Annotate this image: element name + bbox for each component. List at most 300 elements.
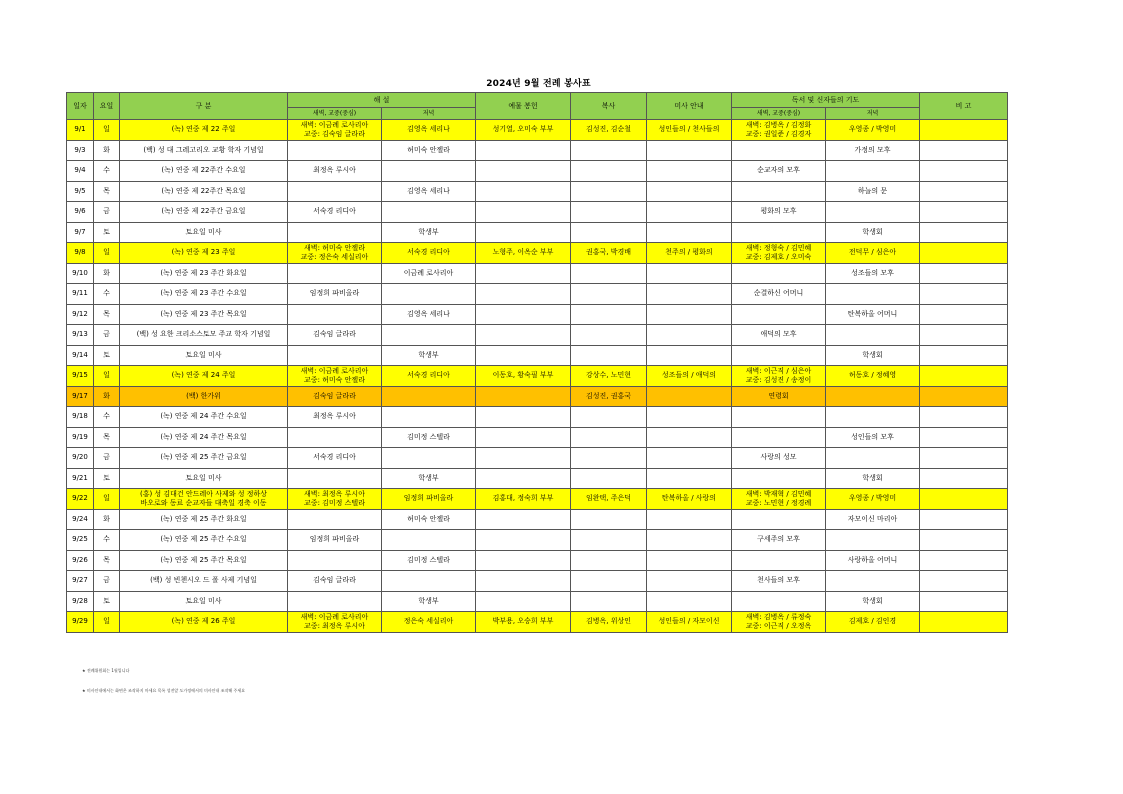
offertory-cell-line: 김홍대, 정숙희 부부 bbox=[492, 494, 554, 503]
reading-dawn-cell bbox=[732, 263, 826, 284]
table-row bbox=[67, 284, 1008, 305]
reading-dawn-cell-line: 평화의 모후 bbox=[760, 207, 797, 216]
commentary-evening-cell bbox=[382, 222, 476, 243]
commentary-dawn-cell bbox=[288, 509, 382, 530]
commentary-dawn-cell-line: 교중: 최정옥 루시아 bbox=[304, 621, 365, 630]
date-cell: 9/24 bbox=[67, 509, 94, 530]
offertory-cell bbox=[476, 530, 571, 551]
date-cell: 9/28 bbox=[67, 591, 94, 612]
commentary-dawn-cell-line: 새벽: 최정옥 루시아 bbox=[304, 489, 365, 498]
offertory-cell bbox=[476, 120, 571, 141]
date-cell: 9/25 bbox=[67, 530, 94, 551]
date-cell: 9/20 bbox=[67, 448, 94, 469]
reading-evening-cell bbox=[826, 140, 920, 161]
usher-cell bbox=[647, 468, 732, 489]
server-cell bbox=[571, 161, 647, 182]
reading-dawn-cell bbox=[732, 325, 826, 346]
commentary-evening-cell-line: 김미정 스텔라 bbox=[407, 555, 450, 564]
reading-evening-cell bbox=[826, 550, 920, 571]
commentary-evening-cell bbox=[382, 120, 476, 141]
commentary-evening-cell bbox=[382, 612, 476, 633]
weekday-cell: 목 bbox=[94, 550, 120, 571]
date-cell: 9/22 bbox=[67, 489, 94, 510]
weekday-cell: 일 bbox=[94, 489, 120, 510]
server-cell bbox=[571, 284, 647, 305]
offertory-cell bbox=[476, 448, 571, 469]
category-cell-line: (녹) 연중 제 24 주간 수요일 bbox=[160, 412, 247, 421]
weekday-cell: 토 bbox=[94, 591, 120, 612]
server-cell bbox=[571, 468, 647, 489]
date-cell: 9/1 bbox=[67, 120, 94, 141]
category-cell bbox=[120, 222, 288, 243]
weekday-cell: 화 bbox=[94, 509, 120, 530]
offertory-cell-line: 성기열, 오미숙 부부 bbox=[492, 125, 554, 134]
usher-cell-line: 탄복하올 / 사랑의 bbox=[661, 494, 717, 503]
commentary-dawn-cell bbox=[288, 489, 382, 510]
reading-dawn-cell bbox=[732, 304, 826, 325]
weekday-cell: 금 bbox=[94, 448, 120, 469]
usher-cell bbox=[647, 222, 732, 243]
category-cell bbox=[120, 202, 288, 223]
reading-dawn-cell bbox=[732, 468, 826, 489]
header-commentary-evening: 저녁 bbox=[382, 108, 476, 120]
usher-cell bbox=[647, 366, 732, 387]
commentary-dawn-cell bbox=[288, 468, 382, 489]
server-cell bbox=[571, 386, 647, 407]
usher-cell bbox=[647, 448, 732, 469]
header-commentary: 해 설 bbox=[288, 93, 476, 108]
reading-dawn-cell-line: 사랑의 성모 bbox=[760, 453, 797, 462]
commentary-evening-cell-line: 이금례 로사리아 bbox=[403, 268, 454, 277]
commentary-evening-cell-line: 학생부 bbox=[418, 227, 439, 236]
server-cell bbox=[571, 612, 647, 633]
header-offertory: 예물 봉헌 bbox=[476, 93, 571, 120]
weekday-cell: 수 bbox=[94, 530, 120, 551]
commentary-evening-cell bbox=[382, 243, 476, 264]
remarks-cell bbox=[920, 202, 1008, 223]
remarks-cell bbox=[920, 284, 1008, 305]
reading-dawn-cell bbox=[732, 222, 826, 243]
remarks-cell bbox=[920, 509, 1008, 530]
footnote-2: ★ 미사안내에서는 화면은 조작하지 마세요 목록 성전앞 도가정에서의 미사안내 조작해 주세요 bbox=[82, 688, 246, 693]
commentary-dawn-cell-line: 교중: 허미숙 안젤라 bbox=[304, 375, 365, 384]
reading-dawn-cell-line: 순결하신 어머니 bbox=[753, 289, 804, 298]
reading-evening-cell bbox=[826, 468, 920, 489]
usher-cell bbox=[647, 181, 732, 202]
table-row bbox=[67, 243, 1008, 264]
category-cell-line: (녹) 연중 제 22 주일 bbox=[171, 125, 236, 134]
server-cell-line: 임완택, 주은덕 bbox=[585, 494, 632, 503]
commentary-dawn-cell bbox=[288, 427, 382, 448]
category-cell-line: (녹) 연중 제 25 주간 화요일 bbox=[160, 514, 247, 523]
offertory-cell bbox=[476, 591, 571, 612]
offertory-cell-line: 노형주, 이옥순 부부 bbox=[492, 248, 554, 257]
table-row bbox=[67, 120, 1008, 141]
server-cell-line: 권홍국, 박경배 bbox=[585, 248, 632, 257]
reading-evening-cell-line: 학생회 bbox=[862, 473, 883, 482]
commentary-dawn-cell-line: 새벽: 이금례 로사리아 bbox=[300, 612, 369, 621]
usher-cell bbox=[647, 427, 732, 448]
server-cell-line: 김성진, 김순철 bbox=[585, 125, 632, 134]
reading-evening-cell bbox=[826, 448, 920, 469]
category-cell bbox=[120, 140, 288, 161]
reading-dawn-cell-line: 순교자의 모후 bbox=[757, 166, 800, 175]
header-commentary-dawn: 새벽, 교중(중심) bbox=[288, 108, 382, 120]
commentary-dawn-cell bbox=[288, 386, 382, 407]
category-cell bbox=[120, 427, 288, 448]
category-cell bbox=[120, 284, 288, 305]
commentary-dawn-cell bbox=[288, 591, 382, 612]
reading-dawn-cell bbox=[732, 591, 826, 612]
reading-evening-cell bbox=[826, 325, 920, 346]
category-cell bbox=[120, 345, 288, 366]
header-reading: 독서 및 신자들의 기도 bbox=[732, 93, 920, 108]
usher-cell bbox=[647, 202, 732, 223]
commentary-evening-cell bbox=[382, 530, 476, 551]
server-cell-line: 김성진, 권홍국 bbox=[585, 391, 632, 400]
offertory-cell bbox=[476, 243, 571, 264]
remarks-cell bbox=[920, 304, 1008, 325]
header-remarks: 비 고 bbox=[920, 93, 1008, 120]
category-cell-line: (녹) 연중 제 24 주간 목요일 bbox=[160, 432, 247, 441]
category-cell bbox=[120, 181, 288, 202]
usher-cell bbox=[647, 489, 732, 510]
category-cell bbox=[120, 591, 288, 612]
commentary-evening-cell-line: 서숙경 리디아 bbox=[407, 248, 450, 257]
offertory-cell bbox=[476, 427, 571, 448]
offertory-cell bbox=[476, 612, 571, 633]
usher-cell-line: 천주의 / 평화의 bbox=[665, 248, 713, 257]
liturgy-schedule-table bbox=[66, 92, 1008, 633]
offertory-cell bbox=[476, 284, 571, 305]
reading-dawn-cell bbox=[732, 550, 826, 571]
commentary-evening-cell bbox=[382, 304, 476, 325]
category-cell-line: (백) 성 요한 크리소스토모 주교 학자 기념일 bbox=[136, 330, 271, 339]
commentary-dawn-cell bbox=[288, 202, 382, 223]
date-cell: 9/27 bbox=[67, 571, 94, 592]
reading-dawn-cell bbox=[732, 448, 826, 469]
weekday-cell: 수 bbox=[94, 284, 120, 305]
reading-dawn-cell-line: 애덕의 모후 bbox=[760, 330, 797, 339]
commentary-evening-cell-line: 김영옥 세리나 bbox=[407, 125, 450, 134]
category-cell bbox=[120, 120, 288, 141]
commentary-dawn-cell bbox=[288, 120, 382, 141]
weekday-cell: 목 bbox=[94, 304, 120, 325]
server-cell-line: 강상수, 노민현 bbox=[585, 371, 632, 380]
header-category: 구 분 bbox=[120, 93, 288, 120]
server-cell bbox=[571, 509, 647, 530]
commentary-dawn-cell bbox=[288, 571, 382, 592]
commentary-evening-cell-line: 학생부 bbox=[418, 596, 439, 605]
remarks-cell bbox=[920, 550, 1008, 571]
reading-evening-cell bbox=[826, 530, 920, 551]
commentary-dawn-cell bbox=[288, 263, 382, 284]
commentary-dawn-cell-line: 임정희 파비올라 bbox=[309, 535, 360, 544]
commentary-dawn-cell bbox=[288, 345, 382, 366]
weekday-cell: 토 bbox=[94, 345, 120, 366]
category-cell bbox=[120, 407, 288, 428]
table-row bbox=[67, 489, 1008, 510]
server-cell bbox=[571, 448, 647, 469]
date-cell: 9/11 bbox=[67, 284, 94, 305]
reading-dawn-cell-line: 연령회 bbox=[768, 391, 789, 400]
reading-evening-cell-line: 하늘의 문 bbox=[857, 186, 888, 195]
offertory-cell bbox=[476, 222, 571, 243]
category-cell-line: 토요일 미사 bbox=[185, 596, 222, 605]
weekday-cell: 토 bbox=[94, 468, 120, 489]
commentary-evening-cell bbox=[382, 366, 476, 387]
commentary-dawn-cell bbox=[288, 530, 382, 551]
reading-dawn-cell-line: 새벽: 이근직 / 심은아 bbox=[745, 366, 812, 375]
offertory-cell bbox=[476, 140, 571, 161]
server-cell bbox=[571, 550, 647, 571]
category-cell-line: 토요일 미사 bbox=[185, 227, 222, 236]
usher-cell bbox=[647, 263, 732, 284]
commentary-dawn-cell bbox=[288, 366, 382, 387]
header-server: 복사 bbox=[571, 93, 647, 120]
date-cell: 9/10 bbox=[67, 263, 94, 284]
reading-evening-cell-line: 사랑하올 어머니 bbox=[847, 555, 898, 564]
reading-dawn-cell-line: 새벽: 김병옥 / 류정숙 bbox=[745, 612, 812, 621]
date-cell: 9/5 bbox=[67, 181, 94, 202]
server-cell bbox=[571, 489, 647, 510]
remarks-cell bbox=[920, 591, 1008, 612]
remarks-cell bbox=[920, 407, 1008, 428]
remarks-cell bbox=[920, 263, 1008, 284]
server-cell bbox=[571, 202, 647, 223]
commentary-evening-cell bbox=[382, 386, 476, 407]
category-cell-line: (녹) 연중 제 23 주일 bbox=[171, 248, 236, 257]
reading-evening-cell bbox=[826, 222, 920, 243]
category-cell bbox=[120, 530, 288, 551]
reading-dawn-cell bbox=[732, 366, 826, 387]
remarks-cell bbox=[920, 345, 1008, 366]
reading-dawn-cell-line: 교중: 김성진 / 송정이 bbox=[745, 375, 812, 384]
reading-dawn-cell-line: 교중: 노민현 / 정경례 bbox=[745, 498, 812, 507]
server-cell-line: 김병옥, 위상인 bbox=[585, 617, 632, 626]
reading-dawn-cell bbox=[732, 427, 826, 448]
weekday-cell: 금 bbox=[94, 571, 120, 592]
commentary-dawn-cell bbox=[288, 550, 382, 571]
server-cell bbox=[571, 571, 647, 592]
category-cell bbox=[120, 325, 288, 346]
commentary-evening-cell bbox=[382, 161, 476, 182]
usher-cell-line: 성인들의 / 천사들의 bbox=[658, 125, 720, 134]
remarks-cell bbox=[920, 366, 1008, 387]
category-cell-line: (녹) 연중 제 22주간 목요일 bbox=[161, 186, 246, 195]
reading-evening-cell-line: 학생회 bbox=[862, 596, 883, 605]
usher-cell bbox=[647, 161, 732, 182]
reading-evening-cell bbox=[826, 243, 920, 264]
category-cell bbox=[120, 509, 288, 530]
table-row bbox=[67, 386, 1008, 407]
remarks-cell bbox=[920, 530, 1008, 551]
reading-evening-cell-line: 학생회 bbox=[862, 227, 883, 236]
server-cell bbox=[571, 304, 647, 325]
commentary-dawn-cell-line: 김숙임 글라라 bbox=[313, 330, 356, 339]
table-row bbox=[67, 427, 1008, 448]
reading-evening-cell-line: 자모이신 마리아 bbox=[847, 514, 898, 523]
offertory-cell bbox=[476, 161, 571, 182]
commentary-dawn-cell bbox=[288, 181, 382, 202]
commentary-dawn-cell-line: 임정희 파비올라 bbox=[309, 289, 360, 298]
commentary-evening-cell bbox=[382, 591, 476, 612]
date-cell: 9/15 bbox=[67, 366, 94, 387]
category-cell bbox=[120, 550, 288, 571]
commentary-evening-cell bbox=[382, 489, 476, 510]
server-cell bbox=[571, 366, 647, 387]
commentary-dawn-cell bbox=[288, 612, 382, 633]
reading-evening-cell-line: 가정의 모후 bbox=[854, 145, 891, 154]
category-cell bbox=[120, 161, 288, 182]
commentary-dawn-cell-line: 교중: 김숙임 글라라 bbox=[304, 129, 365, 138]
reading-dawn-cell-line: 새벽: 정형숙 / 김민혜 bbox=[745, 243, 812, 252]
remarks-cell bbox=[920, 386, 1008, 407]
page-title: 2024년 9월 전례 봉사표 bbox=[486, 79, 591, 89]
reading-dawn-cell-line: 천사들의 모후 bbox=[757, 576, 800, 585]
category-cell-line: (녹) 연중 제 24 주일 bbox=[171, 371, 236, 380]
server-cell bbox=[571, 325, 647, 346]
reading-dawn-cell-line: 교중: 김제호 / 오미숙 bbox=[745, 252, 812, 261]
reading-dawn-cell bbox=[732, 509, 826, 530]
commentary-evening-cell bbox=[382, 550, 476, 571]
commentary-dawn-cell-line: 교중: 김미정 스텔라 bbox=[304, 498, 365, 507]
offertory-cell bbox=[476, 304, 571, 325]
weekday-cell: 목 bbox=[94, 181, 120, 202]
reading-evening-cell-line: 학생회 bbox=[862, 350, 883, 359]
reading-evening-cell bbox=[826, 284, 920, 305]
reading-evening-cell bbox=[826, 427, 920, 448]
usher-cell-line: 성인들의 / 자모이신 bbox=[658, 617, 720, 626]
reading-evening-cell bbox=[826, 407, 920, 428]
reading-dawn-cell-line: 구세주의 모후 bbox=[757, 535, 800, 544]
table-row bbox=[67, 222, 1008, 243]
server-cell bbox=[571, 427, 647, 448]
reading-evening-cell bbox=[826, 304, 920, 325]
weekday-cell: 화 bbox=[94, 140, 120, 161]
commentary-dawn-cell-line: 새벽: 이금례 로사리아 bbox=[300, 366, 369, 375]
category-cell-line: (녹) 연중 제 22주간 수요일 bbox=[161, 166, 246, 175]
usher-cell bbox=[647, 530, 732, 551]
table-row bbox=[67, 263, 1008, 284]
weekday-cell: 화 bbox=[94, 386, 120, 407]
commentary-dawn-cell-line: 서숙경 리디아 bbox=[313, 207, 356, 216]
date-cell: 9/13 bbox=[67, 325, 94, 346]
offertory-cell bbox=[476, 345, 571, 366]
reading-dawn-cell bbox=[732, 571, 826, 592]
remarks-cell bbox=[920, 489, 1008, 510]
commentary-evening-cell bbox=[382, 263, 476, 284]
server-cell bbox=[571, 591, 647, 612]
commentary-evening-cell-line: 김영옥 세리나 bbox=[407, 186, 450, 195]
category-cell-line: (녹) 연중 제 23 주간 목요일 bbox=[160, 309, 247, 318]
commentary-evening-cell bbox=[382, 448, 476, 469]
reading-dawn-cell-line: 새벽: 김병옥 / 김정화 bbox=[745, 120, 812, 129]
commentary-evening-cell bbox=[382, 284, 476, 305]
offertory-cell bbox=[476, 263, 571, 284]
reading-evening-cell bbox=[826, 202, 920, 223]
category-cell bbox=[120, 448, 288, 469]
category-cell-line: (녹) 연중 제 22주간 금요일 bbox=[161, 207, 246, 216]
usher-cell bbox=[647, 284, 732, 305]
header-reading-evening: 저녁 bbox=[826, 108, 920, 120]
date-cell: 9/12 bbox=[67, 304, 94, 325]
usher-cell bbox=[647, 550, 732, 571]
reading-evening-cell bbox=[826, 612, 920, 633]
date-cell: 9/6 bbox=[67, 202, 94, 223]
commentary-dawn-cell bbox=[288, 304, 382, 325]
category-cell-line: (홍) 성 김대건 안드레아 사제와 성 정하상 bbox=[139, 489, 267, 498]
category-cell bbox=[120, 386, 288, 407]
commentary-evening-cell bbox=[382, 325, 476, 346]
category-cell-line: (백) 성 빈첸시오 드 폴 사제 기념일 bbox=[150, 576, 257, 585]
commentary-evening-cell-line: 김미정 스텔라 bbox=[407, 432, 450, 441]
header-date: 일자 bbox=[67, 93, 94, 120]
table-row bbox=[67, 509, 1008, 530]
reading-evening-cell bbox=[826, 386, 920, 407]
reading-dawn-cell bbox=[732, 161, 826, 182]
reading-evening-cell-line: 김제호 / 김인경 bbox=[848, 617, 897, 626]
reading-dawn-cell-line: 교중: 권일준 / 김경자 bbox=[745, 129, 812, 138]
weekday-cell: 일 bbox=[94, 243, 120, 264]
usher-cell bbox=[647, 612, 732, 633]
remarks-cell bbox=[920, 140, 1008, 161]
reading-evening-cell bbox=[826, 366, 920, 387]
remarks-cell bbox=[920, 448, 1008, 469]
reading-evening-cell bbox=[826, 263, 920, 284]
category-cell bbox=[120, 489, 288, 510]
table-row bbox=[67, 345, 1008, 366]
offertory-cell-line: 이동호, 황숙필 부부 bbox=[492, 371, 554, 380]
reading-dawn-cell-line: 교중: 이근직 / 오정옥 bbox=[745, 621, 812, 630]
offertory-cell bbox=[476, 550, 571, 571]
reading-dawn-cell bbox=[732, 120, 826, 141]
commentary-dawn-cell bbox=[288, 325, 382, 346]
commentary-dawn-cell bbox=[288, 407, 382, 428]
weekday-cell: 화 bbox=[94, 263, 120, 284]
usher-cell bbox=[647, 325, 732, 346]
remarks-cell bbox=[920, 325, 1008, 346]
table-row bbox=[67, 325, 1008, 346]
remarks-cell bbox=[920, 427, 1008, 448]
category-cell bbox=[120, 366, 288, 387]
category-cell bbox=[120, 263, 288, 284]
usher-cell bbox=[647, 591, 732, 612]
commentary-dawn-cell-line: 김숙임 글라라 bbox=[313, 576, 356, 585]
category-cell-line: (녹) 연중 제 26 주일 bbox=[171, 617, 236, 626]
offertory-cell bbox=[476, 386, 571, 407]
offertory-cell bbox=[476, 571, 571, 592]
commentary-evening-cell bbox=[382, 571, 476, 592]
category-cell-line: (백) 한가위 bbox=[186, 391, 221, 400]
offertory-cell-line: 박부용, 오승희 부부 bbox=[492, 617, 554, 626]
weekday-cell: 일 bbox=[94, 366, 120, 387]
header-weekday: 요일 bbox=[94, 93, 120, 120]
category-cell bbox=[120, 304, 288, 325]
usher-cell bbox=[647, 243, 732, 264]
usher-cell bbox=[647, 140, 732, 161]
table-row bbox=[67, 161, 1008, 182]
server-cell bbox=[571, 407, 647, 428]
table-row bbox=[67, 448, 1008, 469]
commentary-dawn-cell-line: 김숙임 글라라 bbox=[313, 391, 356, 400]
usher-cell bbox=[647, 509, 732, 530]
reading-dawn-cell bbox=[732, 345, 826, 366]
table-row bbox=[67, 407, 1008, 428]
usher-cell bbox=[647, 345, 732, 366]
weekday-cell: 일 bbox=[94, 612, 120, 633]
reading-evening-cell bbox=[826, 120, 920, 141]
